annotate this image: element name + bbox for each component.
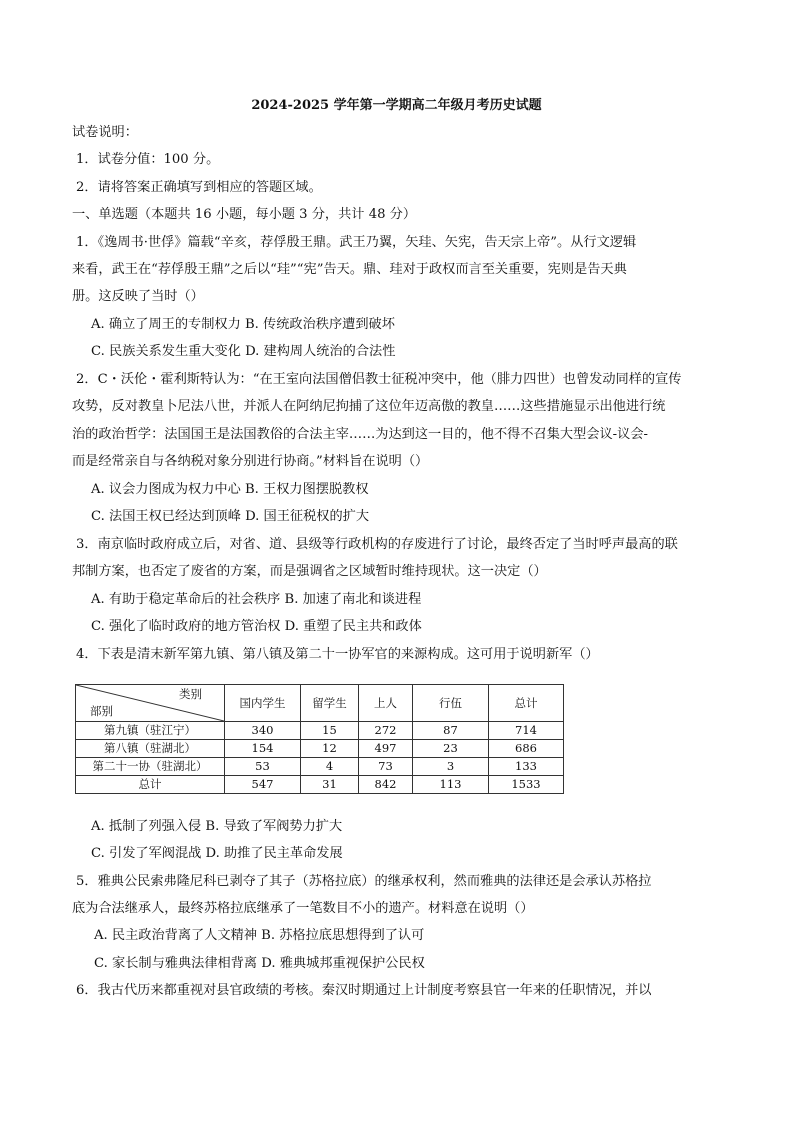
table-cell: 53 bbox=[225, 758, 301, 776]
corner-label-category: 类别 bbox=[179, 687, 202, 701]
table-cell: 547 bbox=[225, 776, 301, 794]
table-total-row bbox=[76, 776, 564, 794]
question-1-line-1: 1．《逸周书·世俘》篇载“辛亥，荐俘殷王鼎。武王乃翼，矢珪、矢宪，告天宗上帝”。从行文逻辑 bbox=[76, 235, 637, 250]
table-cell: 154 bbox=[225, 740, 301, 758]
table-cell: 340 bbox=[225, 722, 301, 740]
section-heading: 一、单选题（本题共 16 小题，每小题 3 分，共计 48 分） bbox=[72, 207, 417, 222]
question-5-options-ab: A. 民主政治背离了人文精神 B. 苏格拉底思想得到了认可 bbox=[94, 928, 425, 943]
table-header-cell: 总计 bbox=[489, 685, 564, 722]
question-3-options-ab: A. 有助于稳定革命后的社会秩序 B. 加速了南北和谈进程 bbox=[91, 592, 422, 607]
table-cell: 3 bbox=[413, 758, 489, 776]
table-cell: 133 bbox=[489, 758, 564, 776]
table-cell: 15 bbox=[301, 722, 359, 740]
question-4-options-ab: A. 抵制了列强入侵 B. 导致了军阀势力扩大 bbox=[91, 819, 343, 834]
table-cell: 87 bbox=[413, 722, 489, 740]
question-2-line-2: 攻势，反对教皇卜尼法八世，并派人在阿纳尼拘捕了这位年迈高傲的教皇……这些措施显示出他进行统 bbox=[72, 399, 666, 414]
table-cell: 12 bbox=[301, 740, 359, 758]
page-title: 2024-2025 学年第一学期高二年级月考历史试题 bbox=[251, 98, 542, 113]
table-cell: 1533 bbox=[489, 776, 564, 794]
instruction-item-2: 2．请将答案正确填写到相应的答题区域。 bbox=[76, 180, 322, 195]
instruction-item-1: 1．试卷分值：100 分。 bbox=[76, 152, 220, 167]
table-cell: 23 bbox=[413, 740, 489, 758]
table-cell: 686 bbox=[489, 740, 564, 758]
table-cell: 73 bbox=[359, 758, 413, 776]
question-3-line-1: 3．南京临时政府成立后，对省、道、县级等行政机构的存废进行了讨论，最终否定了当时呼声最高的联 bbox=[76, 537, 678, 552]
question-4-options-cd: C. 引发了军阀混战 D. 助推了民主革命发展 bbox=[91, 846, 343, 861]
question-6-line-1: 6．我古代历来都重视对县官政绩的考核。秦汉时期通过上计制度考察县官一年来的任职情况，并以 bbox=[76, 983, 652, 998]
table-cell: 272 bbox=[359, 722, 413, 740]
question-2-line-1: 2．C・沃伦・霍利斯特认为：“在王室向法国僧侣教士征税冲突中，他（腓力四世）也曾发动同样的宣传 bbox=[76, 372, 682, 387]
table-cell: 第二十一协（驻湖北） bbox=[76, 758, 225, 776]
table-cell: 842 bbox=[359, 776, 413, 794]
question-1-line-2: 来看，武王在“荐俘殷王鼎”之后以“珪”“宪”告天。鼎、珪对于政权而言至关重要，宪则是告天典 bbox=[72, 262, 627, 277]
table-cell: 31 bbox=[301, 776, 359, 794]
instructions-heading: 试卷说明： bbox=[72, 125, 138, 140]
question-1-line-3: 册。这反映了当时（） bbox=[72, 289, 204, 304]
question-5-line-2: 底为合法继承人，最终苏格拉底继承了一笔数目不小的遗产。材料意在说明（） bbox=[72, 901, 534, 916]
question-2-options-cd: C. 法国王权已经达到顶峰 D. 国王征税权的扩大 bbox=[91, 509, 370, 524]
corner-label-unit: 部别 bbox=[90, 704, 113, 718]
question-2-options-ab: A. 议会力图成为权力中心 B. 王权力图摆脱教权 bbox=[91, 482, 369, 497]
question-1-options-cd: C. 民族关系发生重大变化 D. 建构周人统治的合法性 bbox=[91, 344, 396, 359]
table-header-cell: 国内学生 bbox=[225, 685, 301, 722]
table-header-cell: 行伍 bbox=[413, 685, 489, 722]
question-5-line-1: 5．雅典公民索弗隆尼科已剥夺了其子（苏格拉底）的继承权利，然而雅典的法律还是会承认苏格拉 bbox=[76, 874, 652, 889]
table-header-cell: 留学生 bbox=[301, 685, 359, 722]
table-row bbox=[76, 722, 564, 740]
table-corner-cell bbox=[76, 685, 225, 722]
table-row bbox=[76, 758, 564, 776]
table-cell: 4 bbox=[301, 758, 359, 776]
table-header-cell: 上人 bbox=[359, 685, 413, 722]
table-cell: 总计 bbox=[76, 776, 225, 794]
table-header-row bbox=[76, 685, 564, 722]
question-3-options-cd: C. 强化了临时政府的地方管治权 D. 重塑了民主共和政体 bbox=[91, 619, 422, 634]
table-cell: 714 bbox=[489, 722, 564, 740]
table-cell: 113 bbox=[413, 776, 489, 794]
question-3-line-2: 邦制方案，也否定了废省的方案，而是强调省之区域暂时维持现状。这一决定（） bbox=[72, 564, 547, 579]
question-4-line-1: 4．下表是清末新军第九镇、第八镇及第二十一协军官的来源构成。这可用于说明新军（） bbox=[76, 647, 599, 662]
question-1-options-ab: A. 确立了周王的专制权力 B. 传统政治秩序遭到破坏 bbox=[91, 317, 395, 332]
table-row bbox=[76, 740, 564, 758]
table-cell: 第八镇（驻湖北） bbox=[76, 740, 225, 758]
table-cell: 第九镇（驻江宁） bbox=[76, 722, 225, 740]
table-cell: 497 bbox=[359, 740, 413, 758]
question-2-line-4: 而是经常亲自与各纳税对象分别进行协商。”材料旨在说明（） bbox=[72, 454, 429, 469]
question-5-options-cd: C. 家长制与雅典法律相背离 D. 雅典城邦重视保护公民权 bbox=[94, 956, 425, 971]
officer-source-table bbox=[75, 684, 564, 794]
question-2-line-3: 治的政治哲学：法国国王是法国教俗的合法主宰……为达到这一目的，他不得不召集大型会议-议会- bbox=[72, 427, 648, 442]
